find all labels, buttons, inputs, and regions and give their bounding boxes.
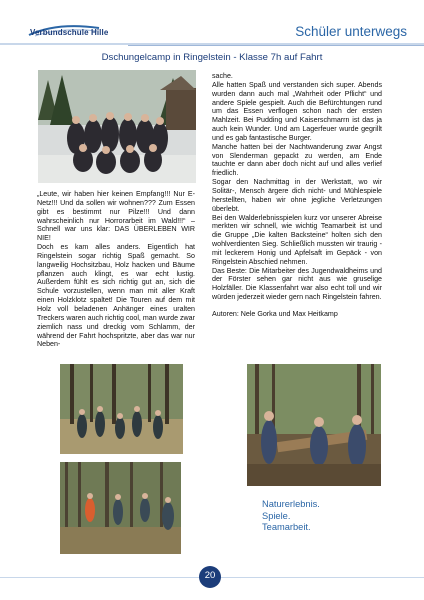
article-left-column — [37, 190, 195, 349]
article-paragraph: Alle hatten Spaß und verstanden sich super. Abends wurden dann auch mal „Wahrheit oder Pflicht“ und andere Spiele gespielt. Auch die Befürchtungen rund um das Essen verflogen schon nach der ersten Mahlzeit. Bei Pudding und Kaiserschmarrn ist das ja auch kein Wunder. Und am Lagerfeuer wurde gegrillt und es gab fantastische Burger. — [212, 80, 382, 142]
article-title: Dschungelcamp in Ringelstein - Klasse 7h auf Fahrt — [101, 52, 323, 63]
page-header — [0, 0, 424, 50]
article-right-column — [212, 72, 382, 319]
section-title: Schüler unterwegs — [295, 24, 407, 39]
caption-line: Naturerlebnis. — [262, 499, 320, 509]
caption-line: Teamarbeit. — [262, 522, 311, 532]
page-number: 20 — [204, 570, 216, 581]
article-paragraph: Das Beste: Die Mitarbeiter des Jugendwaldheims und der Förster sehen gar nicht aus wie gruselige Holzfäller. Die Klassenfahrt war also echt toll und wir würden jederzeit wieder gern nach Ringelstein fahren. — [212, 266, 382, 302]
header-divider-accent — [128, 45, 424, 46]
caption-line: Spiele. — [262, 510, 291, 521]
tree-planting-photo — [60, 462, 181, 554]
photo-caption — [262, 499, 320, 534]
article-paragraph: Doch es kam alles anders. Eigentlich hat Ringelstein sogar richtig Spaß gemacht. So langweilig Hochsitzbau, Holz hacken und Bäume pflanzen auch klingt, es war echt lustig. Außerdem fühlt es sich richtig gut an, sich die Schule vorzustellen, wenn man mit aller Kraft einen Holzklotz spaltet! Die Touren auf dem mit Holz voll beladenen Anhänger eines uralten Treckers waren auch richtig cool, man wurde zwar ziemlich nass und dreckig vom Schlamm, der während der Fahrt hochspritzte, aber das war nur Neben- — [37, 243, 195, 349]
school-logo-text: Verbundschule Hille — [30, 28, 109, 37]
article-spacer — [212, 302, 382, 310]
article-paragraph: Bei den Walderlebnisspielen kurz vor unserer Abreise merkten wir schnell, wie wichtig Teamarbeit ist und die Gruppe „Die kalten Backsteine“ holten sich den wohlverdienten Sieg. Schließlich mussten wir traurig - mit leckerem Honig und Apfelsaft im Gepäck - von Ringelstein Abschied nehmen. — [212, 213, 382, 266]
group-photo — [38, 70, 196, 183]
teamwork-photo — [247, 364, 381, 486]
article-paragraph: „Leute, wir haben hier keinen Empfang!!! Nur E-Netz!!! Und da sollen wir wohnen??? Zum Essen gibt es bestimmt nur Pilze!!! Und dann wahrscheinlich nur Horrorarbeit im Wald!!!“ – Schnell war uns klar: DAS ÜBERLEBEN WIR NIE! — [37, 190, 195, 243]
article-authors: Autoren: Nele Gorka und Max Heitkamp — [212, 309, 338, 318]
article-paragraph: Sogar den Nachmittag in der Werkstatt, wo wir Solitär-, Mensch ärgere dich nicht- und Mühlespiele herstellten, haben wir ohne jegliche Verletzungen überlebt. — [212, 178, 382, 213]
forest-group-photo — [60, 364, 183, 454]
article-paragraph: sache. — [212, 72, 233, 80]
article-paragraph: Manche hatten bei der Nachtwanderung zwar Angst von Slenderman gepackt zu werden, am Ende tauchte er dann aber doch nicht auf und alles verlief friedlich. — [212, 142, 382, 178]
